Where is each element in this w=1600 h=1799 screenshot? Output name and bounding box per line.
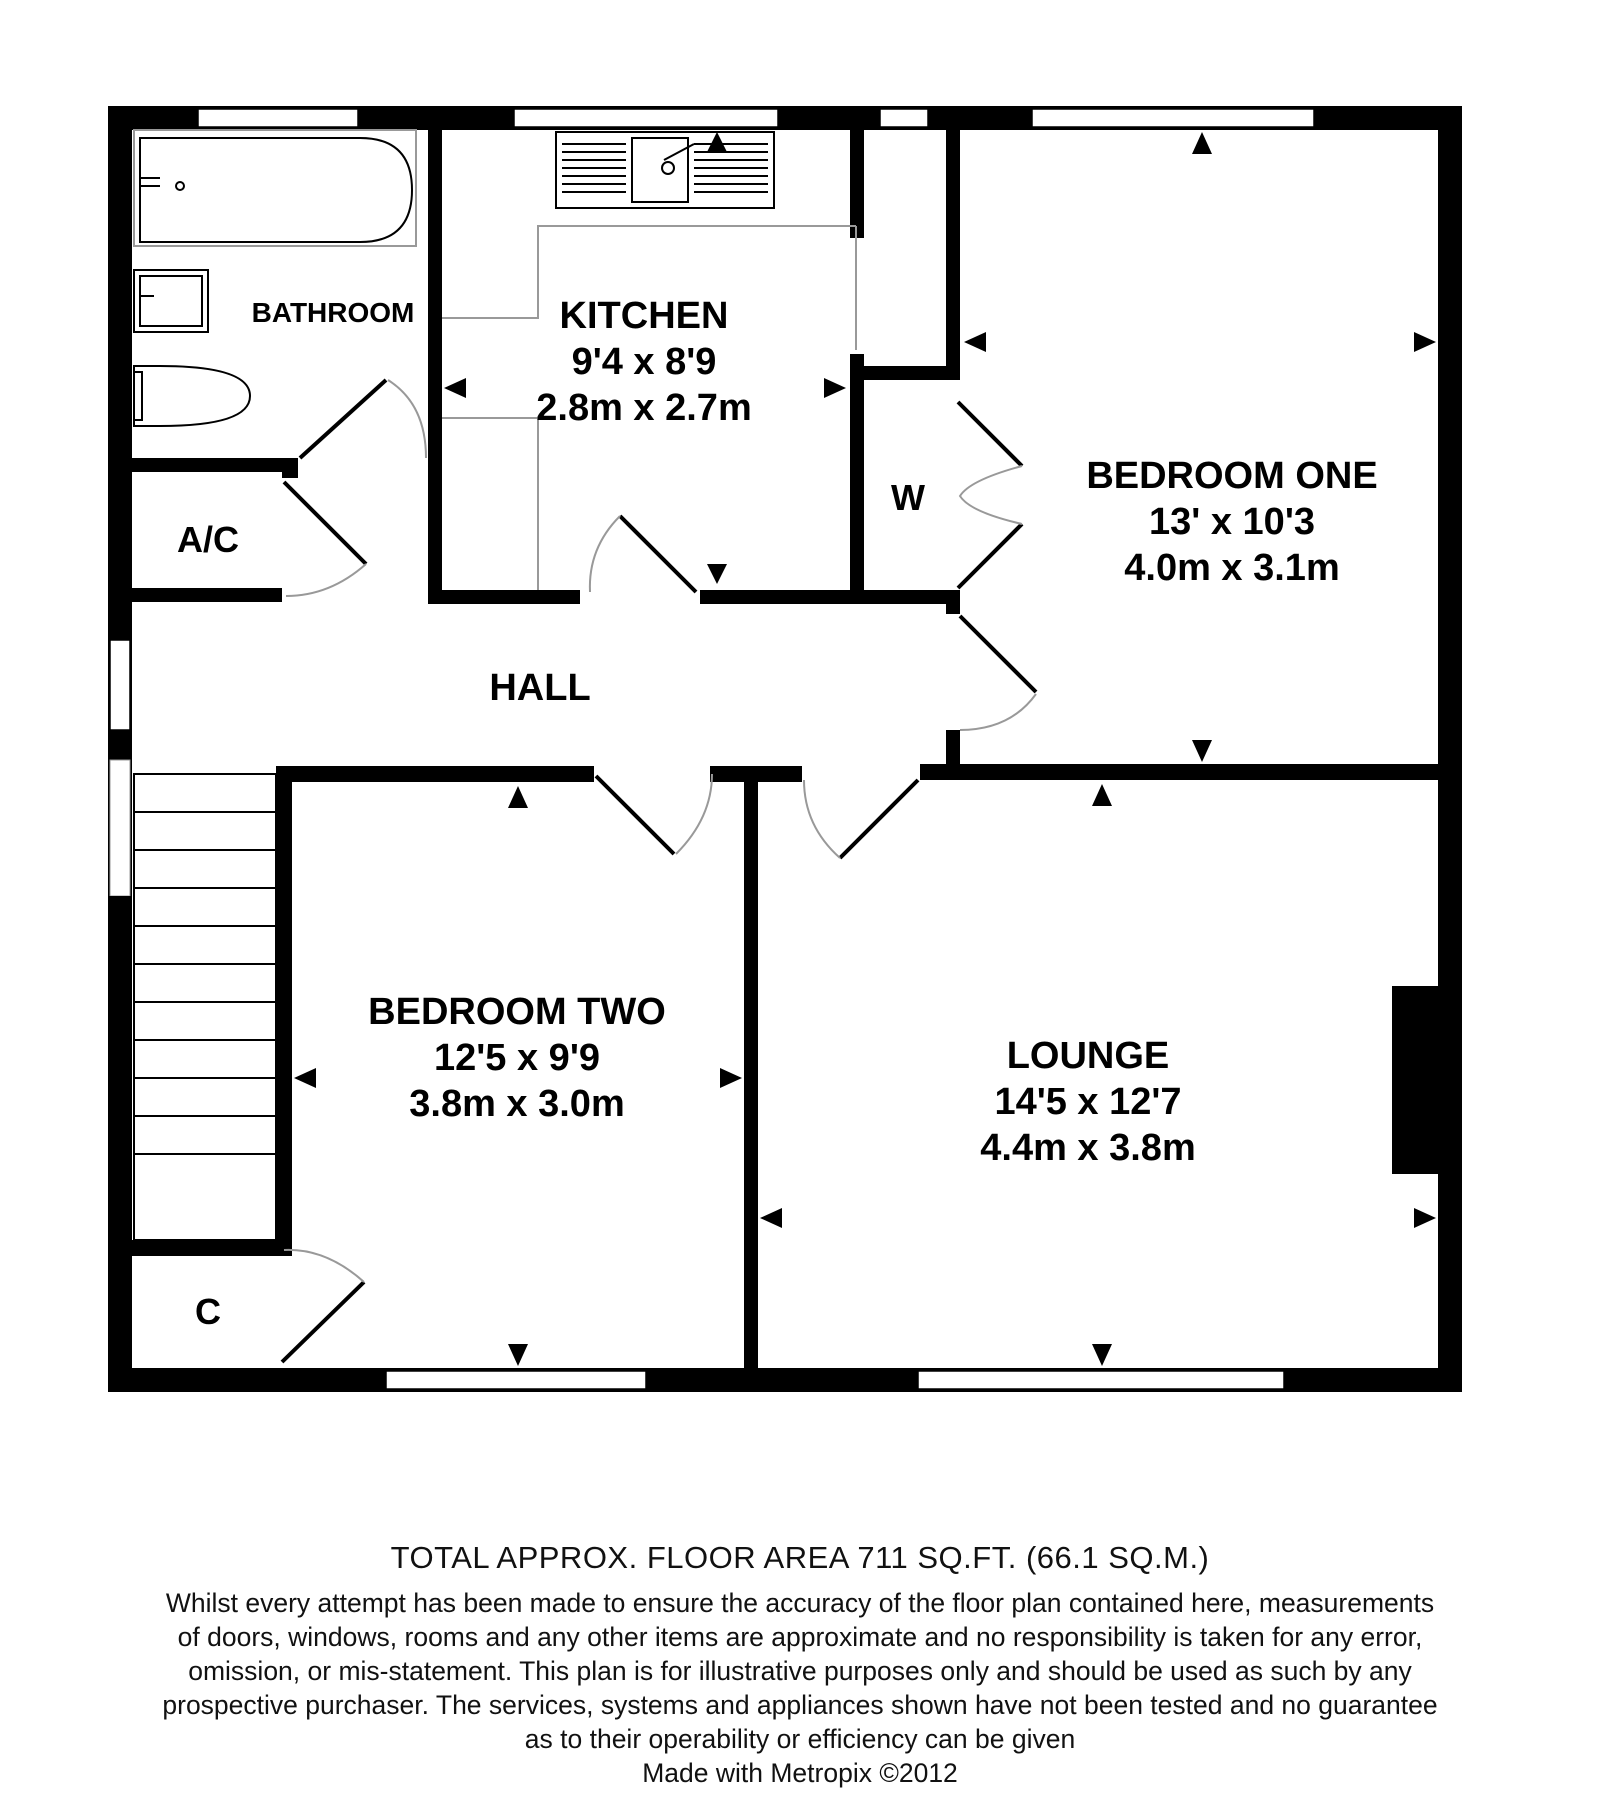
room-dimensions-metric-bedroom-one: 4.0m x 3.1m bbox=[1124, 547, 1340, 589]
disclaimer-line: omission, or mis-statement. This plan is for illustrative purposes only and should be used as such by any bbox=[188, 1656, 1412, 1686]
room-label-w: W bbox=[891, 477, 925, 518]
room-dimensions-imperial-bedroom-two: 12'5 x 9'9 bbox=[434, 1037, 600, 1079]
room-dimensions-metric-bedroom-two: 3.8m x 3.0m bbox=[409, 1083, 625, 1125]
room-label-bedroom-two: BEDROOM TWO bbox=[368, 991, 666, 1033]
basin-icon bbox=[134, 270, 208, 332]
doors bbox=[282, 380, 1036, 1362]
credit: Made with Metropix ©2012 bbox=[642, 1758, 958, 1788]
sink-icon bbox=[556, 132, 774, 208]
room-label-lounge: LOUNGE bbox=[1006, 1035, 1170, 1077]
toilet-icon bbox=[134, 366, 250, 426]
disclaimer-line: Whilst every attempt has been made to ensure the accuracy of the floor plan contained here, measurements bbox=[165, 1588, 1435, 1618]
disclaimer bbox=[0, 1586, 1600, 1756]
room-dimensions-imperial-kitchen: 9'4 x 8'9 bbox=[571, 341, 717, 383]
room-label-ac: A/C bbox=[177, 519, 239, 560]
room-label-bedroom-one: BEDROOM ONE bbox=[1086, 455, 1378, 497]
bath-icon bbox=[134, 130, 416, 246]
room-label-c: C bbox=[195, 1291, 221, 1332]
room-dimensions-imperial-lounge: 14'5 x 12'7 bbox=[994, 1081, 1182, 1123]
disclaimer-line: of doors, windows, rooms and any other items are approximate and no responsibility is taken for any error, bbox=[177, 1622, 1423, 1652]
disclaimer-line: prospective purchaser. The services, systems and appliances shown have not been tested and no guarantee bbox=[162, 1690, 1438, 1720]
total-floor-area: TOTAL APPROX. FLOOR AREA 711 SQ.FT. (66.1 SQ.M.) bbox=[390, 1540, 1210, 1575]
room-label-bathroom: BATHROOM bbox=[251, 297, 415, 328]
room-label-kitchen: KITCHEN bbox=[559, 295, 729, 337]
staircase bbox=[134, 774, 276, 1240]
room-label-hall: HALL bbox=[489, 667, 591, 709]
room-dimensions-metric-kitchen: 2.8m x 2.7m bbox=[536, 387, 752, 429]
room-dimensions-imperial-bedroom-one: 13' x 10'3 bbox=[1149, 501, 1315, 543]
disclaimer-line: as to their operability or efficiency can be given bbox=[524, 1724, 1076, 1754]
room-dimensions-metric-lounge: 4.4m x 3.8m bbox=[980, 1127, 1196, 1169]
